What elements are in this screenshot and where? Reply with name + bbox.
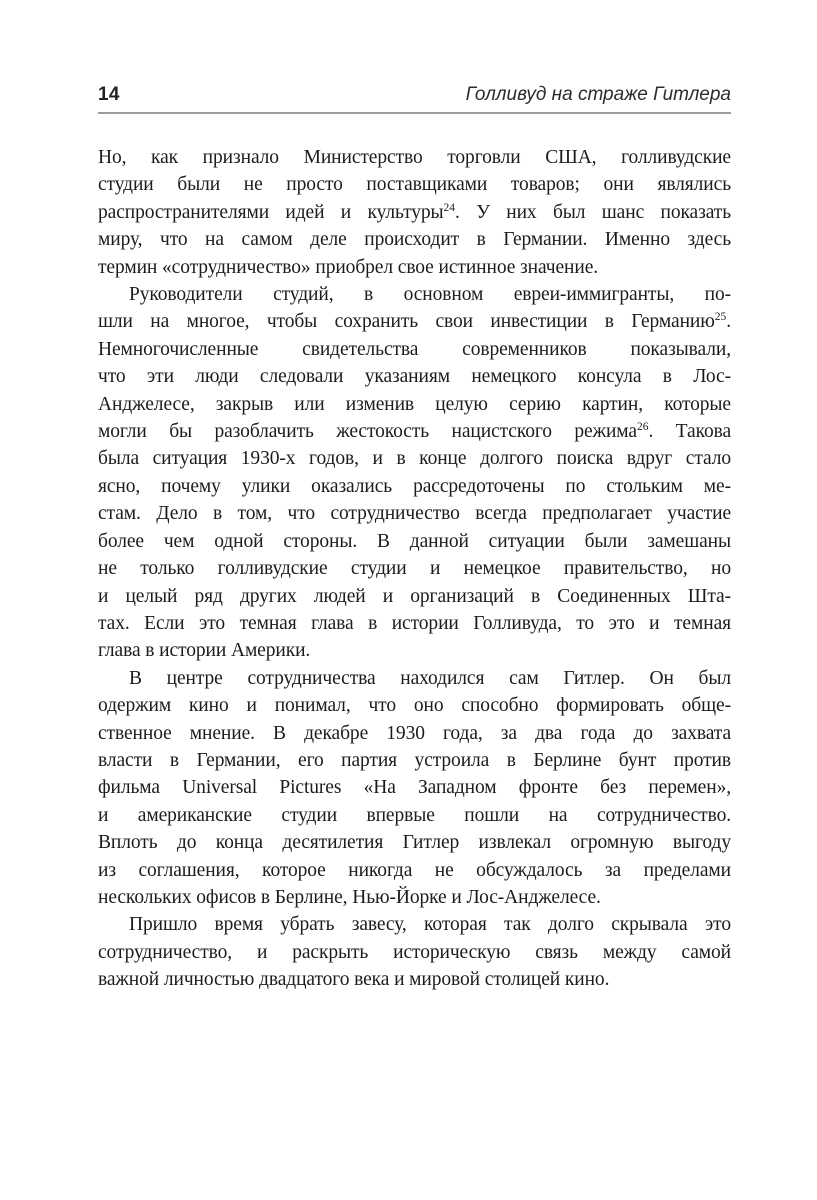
body-text [98, 144, 731, 994]
text-line: власти в Германии, его партия устроила в Берлине бунт против [98, 749, 731, 771]
text-line: Анджелесе, закрыв или изменив целую серию картин, которые [98, 393, 731, 415]
text-line: распространителями идей и культуры$^{24}$. У них был шанс показать [98, 201, 731, 223]
text-line: фильма Universal Pictures «На Западном фронте без перемен», [98, 777, 731, 799]
text-line: была ситуация 1930-х годов, и в конце долгого поиска вдруг стало [98, 448, 731, 470]
text-line: и целый ряд других людей и организаций в Соединенных Шта- [98, 585, 731, 607]
text-line: глава в истории Америки. [98, 640, 311, 662]
text-line: ственное мнение. В декабре 1930 года, за два года до захвата [98, 722, 731, 744]
text-line: стам. Дело в том, что сотрудничество всегда предполагает участие [98, 503, 731, 525]
text-line: что эти люди следовали указаниям немецкого консула в Лос- [98, 366, 731, 388]
footnote-marker: 25 [714, 311, 727, 324]
paragraph [98, 281, 731, 665]
text-line: Руководители студий, в основном евреи-иммигранты, по- [129, 284, 731, 306]
text-line: тах. Если это темная глава в истории Голливуда, то это и темная [98, 612, 731, 634]
text-line: термин «сотрудничество» приобрел свое истинное значение. [98, 256, 599, 278]
paragraph [98, 144, 731, 281]
text-line: шли на многое, чтобы сохранить свои инвестиции в Германию$^{25}$. [98, 311, 731, 333]
running-title: Голливуд на страже Гитлера [465, 84, 731, 105]
page-number: 14 [98, 84, 120, 105]
text-line: более чем одной стороны. В данной ситуации были замешаны [98, 530, 731, 552]
text-line: одержим кино и понимал, что оно способно формировать обще- [98, 695, 731, 717]
footnote-marker: 24 [443, 201, 456, 214]
text-line: Но, как признало Министерство торговли США, голливудские [98, 147, 731, 168]
text-line: из соглашения, которое никогда не обсуждалось за пределами [98, 859, 731, 881]
text-line: сотрудничество, и раскрыть историческую связь между самой [98, 941, 731, 963]
text-line: миру, что на самом деле происходит в Германии. Именно здесь [98, 229, 731, 251]
text-line: Пришло время убрать завесу, которая так долго скрывала это [129, 914, 731, 936]
text-line: студии были не просто поставщиками товаров; они являлись [98, 174, 731, 196]
paragraph [98, 911, 731, 993]
text-line: ясно, почему улики оказались рассредоточены по стольким ме- [98, 475, 731, 497]
text-line: Вплоть до конца десятилетия Гитлер извлекал огромную выгоду [98, 832, 731, 854]
text-line: нескольких офисов в Берлине, Нью-Йорке и Лос-Анджелесе. [98, 886, 601, 908]
footnote-marker: 26 [636, 421, 649, 434]
text-line: Немногочисленные свидетельства современников показывали, [98, 338, 731, 360]
text-line: В центре сотрудничества находился сам Гитлер. Он был [129, 667, 731, 689]
text-line: и американские студии впервые пошли на сотрудничество. [98, 804, 731, 826]
text-line: могли бы разоблачить жестокость нацистского режима$^{26}$. Такова [98, 421, 732, 443]
running-header [98, 84, 731, 114]
text-line: не только голливудские студии и немецкое правительство, но [98, 558, 731, 580]
paragraph [98, 665, 731, 912]
text-line: важной личностью двадцатого века и мировой столицей кино. [98, 969, 610, 991]
